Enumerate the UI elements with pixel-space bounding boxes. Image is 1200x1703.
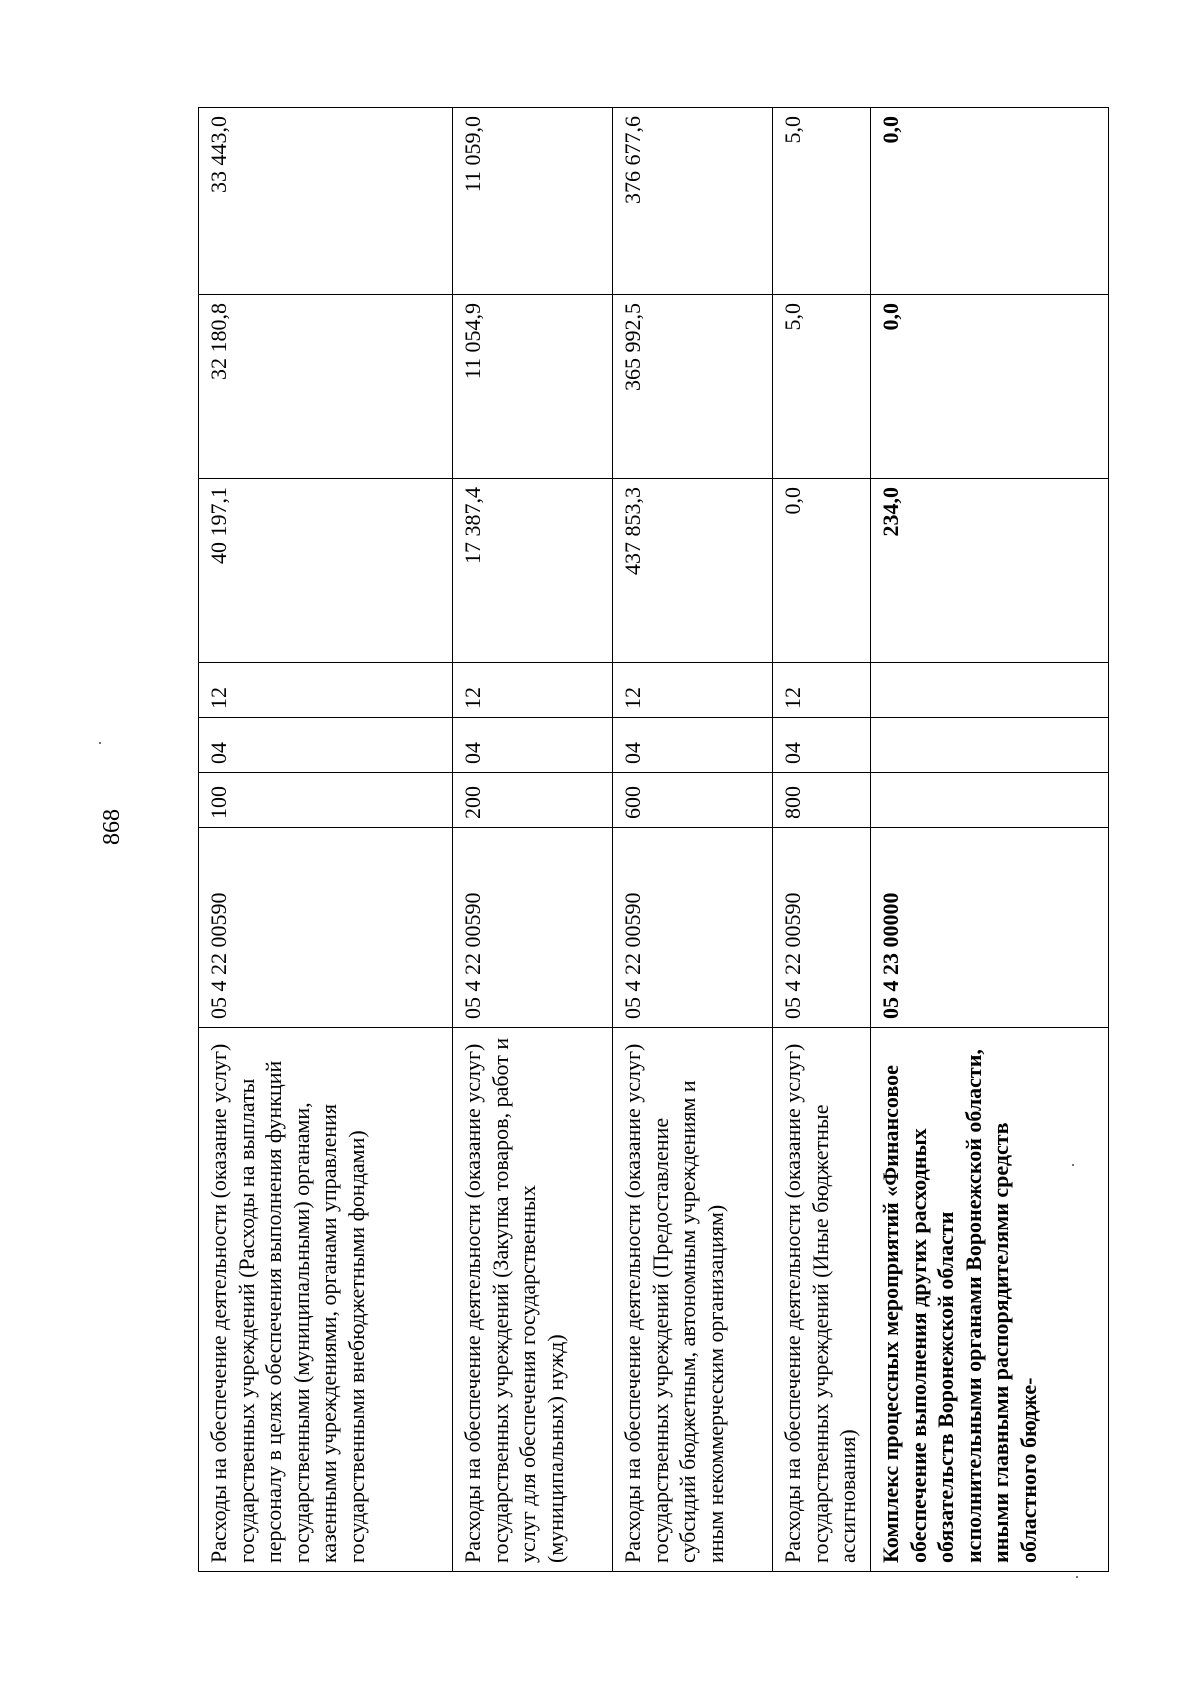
section-cell — [871, 718, 1109, 773]
target-article-cell: 05 4 22 00590 — [199, 828, 453, 1028]
section-cell: 04 — [613, 718, 773, 773]
target-article-cell: 05 4 23 00000 — [871, 828, 1109, 1028]
subsection-cell: 12 — [453, 663, 613, 718]
expense-name-cell: Расходы на обеспечение деятельности (оказание услуг) государственных учреждений (Расходы на выплаты персоналу в целях обеспечения выполнения функций государственными (муниципальными) органами, казенными учреждениями, органами управления государственными внебюджетными фондами) — [199, 1028, 453, 1572]
rotated-table-container — [198, 108, 1108, 1572]
expense-type-cell: 200 — [453, 773, 613, 828]
table-body — [199, 108, 1109, 1572]
page-number: 868 — [99, 809, 125, 845]
expense-type-cell — [871, 773, 1109, 828]
target-article-cell: 05 4 22 00590 — [773, 828, 871, 1028]
amount-year1-cell: 437 853,3 — [613, 479, 773, 663]
section-cell: 04 — [453, 718, 613, 773]
amount-year3-cell: 33 443,0 — [199, 108, 453, 295]
amount-year3-cell: 0,0 — [871, 108, 1109, 295]
section-cell: 04 — [199, 718, 453, 773]
expense-type-cell: 100 — [199, 773, 453, 828]
expense-name-cell: Расходы на обеспечение деятельности (оказание услуг) государственных учреждений (Иные бюджетные ассигнования) — [773, 1028, 871, 1572]
amount-year2-cell: 11 054,9 — [453, 295, 613, 479]
target-article-cell: 05 4 22 00590 — [613, 828, 773, 1028]
amount-year1-cell: 40 197,1 — [199, 479, 453, 663]
amount-year2-cell: 365 992,5 — [613, 295, 773, 479]
amount-year2-cell: 0,0 — [871, 295, 1109, 479]
subsection-cell: 12 — [613, 663, 773, 718]
scan-speck — [1076, 1576, 1078, 1578]
section-cell: 04 — [773, 718, 871, 773]
amount-year2-cell: 32 180,8 — [199, 295, 453, 479]
table-row — [613, 108, 773, 1572]
subsection-cell: 12 — [773, 663, 871, 718]
amount-year3-cell: 11 059,0 — [453, 108, 613, 295]
table-row — [871, 108, 1109, 1572]
subsection-cell: 12 — [199, 663, 453, 718]
amount-year3-cell: 376 677,6 — [613, 108, 773, 295]
expense-type-cell: 800 — [773, 773, 871, 828]
table-row — [199, 108, 453, 1572]
amount-year3-cell: 5,0 — [773, 108, 871, 295]
amount-year1-cell: 234,0 — [871, 479, 1109, 663]
subsection-cell — [871, 663, 1109, 718]
table-row — [453, 108, 613, 1572]
amount-year1-cell: 17 387,4 — [453, 479, 613, 663]
expense-name-cell: Расходы на обеспечение деятельности (оказание услуг) государственных учреждений (Закупка товаров, работ и услуг для обеспечения государственных (муниципальных) нужд) — [453, 1028, 613, 1572]
table-row — [773, 108, 871, 1572]
budget-table — [198, 107, 1109, 1572]
amount-year2-cell: 5,0 — [773, 295, 871, 479]
target-article-cell: 05 4 22 00590 — [453, 828, 613, 1028]
amount-year1-cell: 0,0 — [773, 479, 871, 663]
expense-name-cell: Расходы на обеспечение деятельности (оказание услуг) государственных учреждений (Предоставление субсидий бюджетным, автономным учреждениям и иным некоммерческим организациям) — [613, 1028, 773, 1572]
expense-name-cell: Комплекс процессных мероприятий «Финансовое обеспечение выполнения других расходных обязательств Воронежской области исполнительными органами Воронежской области, иными главными распорядителями средств областного бюдже- — [871, 1028, 1109, 1572]
scan-speck — [99, 742, 101, 744]
expense-type-cell: 600 — [613, 773, 773, 828]
